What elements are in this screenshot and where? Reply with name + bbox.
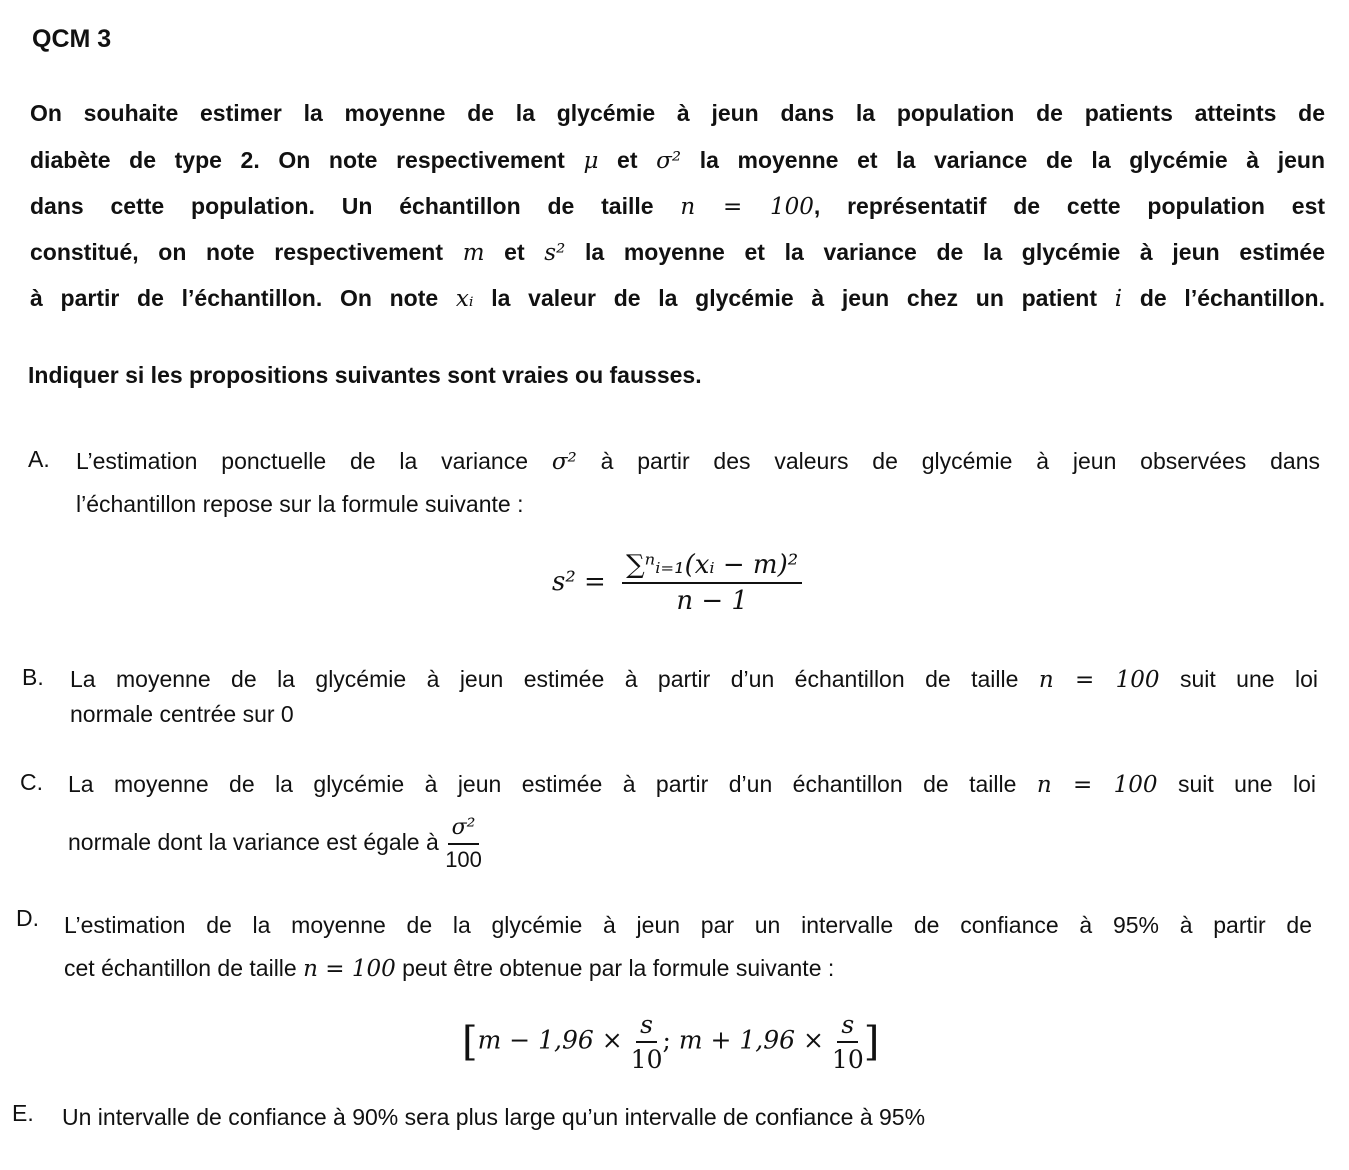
fraction-numerator: s [837,1010,858,1043]
item-letter: B. [22,664,44,690]
item-letter: C. [20,769,43,795]
formula-numerator: ∑ⁿᵢ₌₁(xᵢ − m)² [622,550,802,584]
item-line [76,446,1320,477]
math-m: m [462,240,485,266]
math-sigma2: σ² [656,148,682,174]
text: peut être obtenue par la formule suivante : [395,955,835,981]
text: et [484,239,545,265]
formula-part: m − 1,96 × [477,1025,631,1055]
instruction: Indiquer si les propositions suivantes sont vraies ou fausses. [28,362,702,388]
math-n: n = 100 [303,956,396,982]
text: La moyenne de la glycémie à jeun estimée à partir d’un échantillon de taille [70,666,1039,692]
text: la moyenne et la variance de la glycémie à jeun estimée [565,239,1325,265]
item-line: L’estimation de la moyenne de la glycémie à jeun par un intervalle de confiance à 95% à partir de [64,912,1312,938]
bracket-open: [ [462,1019,478,1065]
text: à partir de l’échantillon. On note [30,285,456,311]
item-line: l’échantillon repose sur la formule suivante : [76,491,524,517]
text: cet échantillon de taille [64,955,304,981]
item-letter: A. [28,446,50,472]
intro-line [30,237,1325,268]
item-letter: E. [12,1100,34,1126]
text: L’estimation ponctuelle de la variance [76,448,552,474]
text: à partir des valeurs de glycémie à jeun observées dans [576,448,1320,474]
item-line [68,812,482,873]
math-sigma2: σ² [551,449,577,475]
math-mu: μ [583,148,599,174]
separator: ; [662,1025,679,1055]
page-title: QCM 3 [32,25,112,53]
bracket-close: ] [863,1019,880,1065]
item-letter: D. [16,905,39,931]
math-n: n = 100 [680,194,814,220]
item-line [68,769,1316,800]
text: suit une loi [1159,666,1319,692]
math-xi: xᵢ [455,286,474,312]
intro-line [30,191,1325,222]
text: la valeur de la glycémie à jeun chez un patient [473,285,1115,311]
math-n: n = 100 [1038,667,1160,693]
formula-lhs: s² = [552,567,606,597]
text: constitué, on note respectivement [30,239,463,265]
fraction-denominator: 10 [831,1045,864,1074]
text: et [598,147,657,173]
fraction-denominator: 10 [630,1045,663,1074]
fraction-denominator: 100 [445,846,482,872]
variance-formula [552,550,802,616]
math-n: n = 100 [1036,772,1158,798]
math-s2: s² [544,240,566,266]
text: la moyenne et la variance de la glycémie à jeun [681,147,1326,173]
text: normale dont la variance est égale à [68,829,446,855]
item-line [64,953,834,984]
item-line: Un intervalle de confiance à 90% sera plus large qu’un intervalle de confiance à 95% [62,1104,926,1130]
text: diabète de type 2. On note respectivement [30,147,584,173]
text: suit une loi [1157,771,1317,797]
text: La moyenne de la glycémie à jeun estimée à partir d’un échantillon de taille [68,771,1037,797]
text: , représentatif de cette population est [813,193,1326,219]
intro-line [30,145,1325,176]
formula-denominator: n − 1 [676,586,748,616]
intro-line [30,283,1325,314]
confidence-interval-formula [462,1010,879,1074]
formula-part: m + 1,96 × [678,1025,832,1055]
item-line: normale centrée sur 0 [70,701,294,727]
fraction-numerator: s [636,1010,657,1043]
intro-line: On souhaite estimer la moyenne de la glycémie à jeun dans la population de patients atteints de [30,100,1325,126]
text: dans cette population. Un échantillon de taille [30,193,681,219]
fraction-numerator: σ² [448,815,480,845]
math-i: i [1114,286,1123,312]
item-line [70,664,1318,695]
text: de l’échantillon. [1122,285,1325,311]
